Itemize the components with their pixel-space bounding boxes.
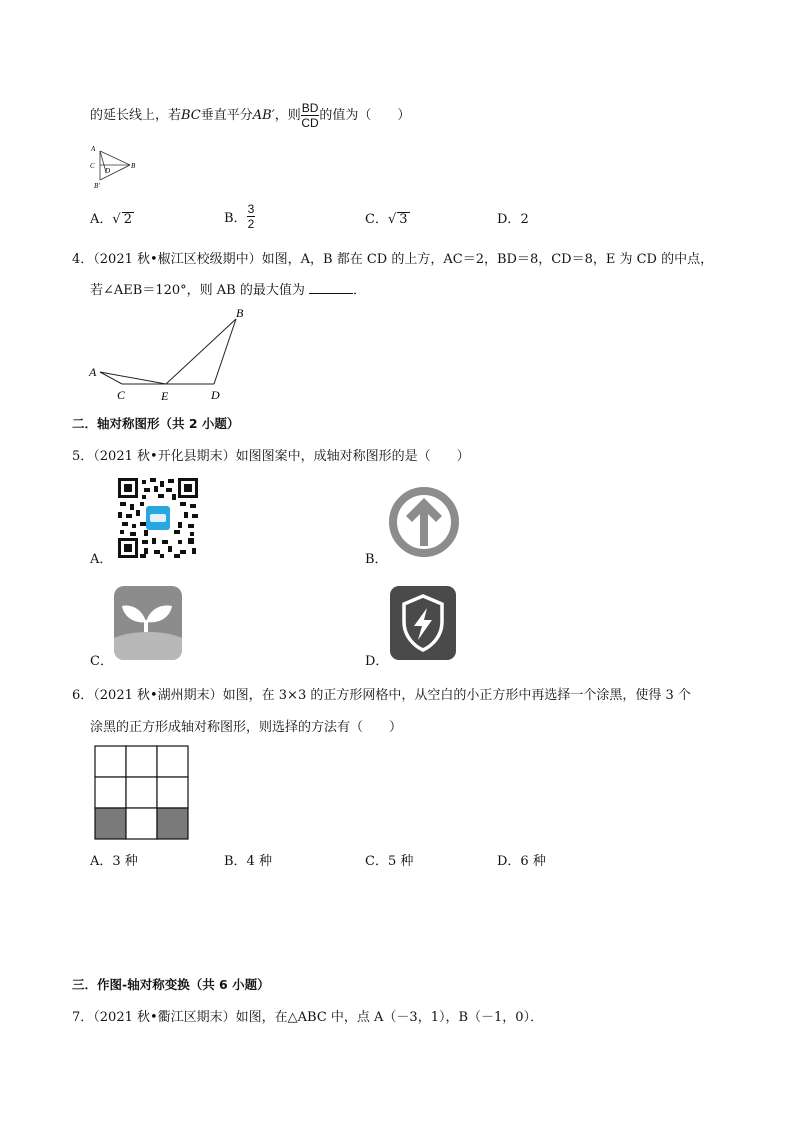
q5-option-c-label: C． <box>90 654 113 669</box>
q4-line1: 4．（2021 秋•椒江区校级期中）如图，A，B 都在 CD 的上方，AC＝2，BD＝8，CD＝8，E 为 CD 的中点， <box>72 252 714 267</box>
q6-option-d: D．6 种 <box>497 854 546 869</box>
q4-label-c: C <box>117 388 126 402</box>
grid-cell-empty <box>95 746 126 777</box>
q4-label-b: B <box>236 306 244 320</box>
q5-option-b-label: B． <box>365 552 388 567</box>
q5-option-a-label: A． <box>90 552 113 567</box>
q3-option-b: B． $\frac{3}{2}$ <box>224 202 255 231</box>
q3-option-d: D．2 <box>497 212 529 227</box>
grid-cell-empty <box>126 808 157 839</box>
q3-fraction: $\frac{BD}{CD}$ <box>301 101 319 130</box>
q3-label-b: B <box>131 162 136 170</box>
q3-figure <box>86 142 146 192</box>
grid-cell-empty <box>126 746 157 777</box>
q6-line1: 6．（2021 秋•湖州期末）如图，在 3×3 的正方形网格中，从空白的小正方形中再选择一个涂黑，使得 3 个 <box>72 688 691 703</box>
q3-option-c: C．√ 3 <box>365 212 408 227</box>
q4-line2: 若∠AEB＝120°，则 AB 的最大值为 ． <box>90 283 366 298</box>
q3-bc: BC <box>181 108 201 123</box>
square-grid-3x3 <box>94 745 190 841</box>
q3-label-d: D <box>105 167 111 175</box>
shield-lightning-icon <box>390 586 456 660</box>
grid-cell-empty <box>126 777 157 808</box>
q3-label-c: C <box>90 162 95 170</box>
sprout-icon <box>114 586 182 660</box>
grid-cell-shaded <box>95 808 126 839</box>
q4-label-e: E <box>161 389 169 403</box>
grid-cell-empty <box>157 777 188 808</box>
q4-label-d: D <box>211 388 220 402</box>
q3-line: 的延长线上，若BC垂直平分AB′，则 $\frac{BD}{CD}$ 的值为（ ） <box>90 101 411 130</box>
q6-option-c: C．5 种 <box>365 854 414 869</box>
answer-blank <box>309 281 353 294</box>
section-2-title: 二．轴对称图形（共 2 小题） <box>72 416 240 431</box>
q6-line2: 涂黑的正方形成轴对称图形，则选择的方法有（ ） <box>90 720 403 735</box>
up-arrow-circle-icon <box>388 486 460 558</box>
q3-label-bp: B′ <box>94 182 100 190</box>
q6-option-b: B．4 种 <box>224 854 272 869</box>
qr-code-image <box>118 478 198 558</box>
q4-label-a: A <box>89 365 97 379</box>
sqrt-sign: √ <box>387 212 397 227</box>
q5-line1: 5．（2021 秋•开化县期末）如图图案中，成轴对称图形的是（ ） <box>72 449 470 464</box>
q6-option-a: A．3 种 <box>90 854 138 869</box>
grid-cell-shaded <box>157 808 188 839</box>
q3-option-a: A．√ 2 <box>90 212 132 227</box>
grid-cell-empty <box>95 777 126 808</box>
grid-cell-empty <box>157 746 188 777</box>
q5-option-d-label: D． <box>365 654 389 669</box>
sqrt-sign: √ <box>112 212 121 227</box>
q4-figure <box>86 304 256 404</box>
q3-label-a: A <box>91 145 96 153</box>
q7-line1: 7．（2021 秋•衢江区期末）如图，在△ABC 中，点 A（－3，1），B（－1，0）． <box>72 1010 544 1025</box>
section-3-title: 三．作图-轴对称变换（共 6 小题） <box>72 977 270 992</box>
